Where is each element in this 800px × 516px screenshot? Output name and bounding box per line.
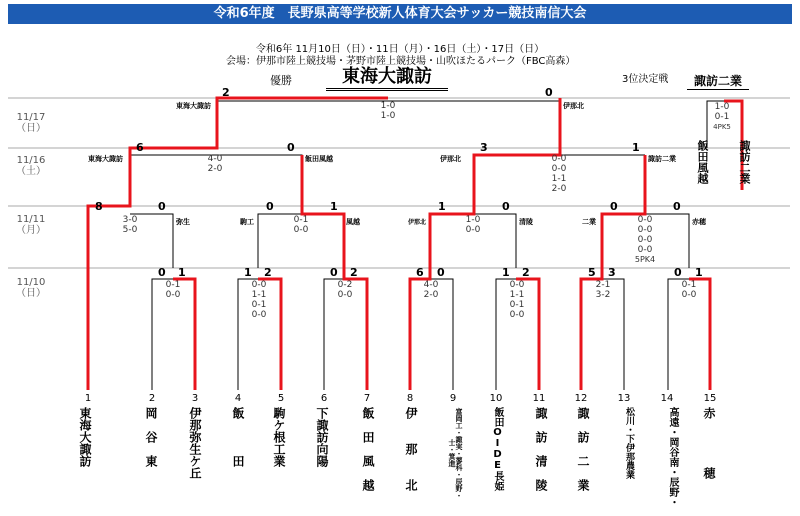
- team-name-15: 赤 穂: [702, 407, 716, 479]
- sf2-left-team: 伊那北: [440, 155, 461, 163]
- final-right-team: 伊那北: [563, 102, 584, 110]
- r1a-score-right: 1: [178, 266, 186, 279]
- team-name-3: 伊那弥生ケ丘: [188, 407, 202, 479]
- team-name-13: 松川・下伊那農業: [624, 407, 634, 479]
- team-name-12: 諏 訪 二 業: [576, 407, 590, 491]
- r1d-score-detail: 4-0 2-0: [423, 280, 439, 300]
- r1g-score-right: 1: [695, 266, 703, 279]
- qf1-score-right: 0: [158, 200, 166, 213]
- final-left-team: 東海大諏訪: [176, 102, 211, 110]
- team-name-5: 駒ケ根工業: [272, 407, 286, 467]
- team-name-7: 飯 田 風 越: [361, 407, 375, 491]
- qf3-left-team: 伊那北: [408, 219, 427, 226]
- team-number-15: 15: [703, 393, 717, 404]
- sf2-score-detail: 0-0 0-0 1-1 2-0: [551, 154, 567, 194]
- qf2-score-right: 1: [330, 200, 338, 213]
- r1c-score-detail: 0-2 0-0: [337, 280, 353, 300]
- final-score-left: 2: [222, 86, 230, 99]
- team-number-6: 6: [320, 393, 328, 404]
- qf1-score-detail: 3-0 5-0: [122, 215, 138, 235]
- team-name-10: 飯田OIDE長姫: [492, 407, 503, 491]
- r1a-score-left: 0: [158, 266, 166, 279]
- sf2-right-team: 諏訪二業: [648, 155, 676, 163]
- venue-info: 会場：伊那市陸上競技場・茅野市陸上競技場・山吹ほたるパーク（FBC高森）: [226, 56, 576, 67]
- r1f-score-right: 3: [608, 266, 616, 279]
- sf1-score-right: 0: [287, 141, 295, 154]
- qf2-score-detail: 0-1 0-0: [293, 215, 309, 235]
- sf1-score-detail: 4-0 2-0: [207, 154, 223, 174]
- sf1-score-left: 6: [136, 141, 144, 154]
- r1b-score-left: 1: [244, 266, 252, 279]
- champion-name: 東海大諏訪: [326, 66, 448, 91]
- page-title: 令和6年度 長野県高等学校新人体育大会サッカー競技南信大会: [8, 4, 792, 24]
- qf3-score-right: 0: [502, 200, 510, 213]
- qf2-right-team: 風越: [346, 218, 360, 226]
- third-left-team: 飯田風越: [696, 140, 709, 184]
- team-number-11: 11: [532, 393, 546, 404]
- team-name-14: 高遠・岡谷南・辰野・: [667, 407, 678, 507]
- r1b-score-detail: 0-0 1-1 0-1 0-0: [251, 280, 267, 320]
- team-number-4: 4: [234, 393, 242, 404]
- sf2-score-right: 1: [632, 141, 640, 154]
- team-name-6: 下諏訪向陽: [315, 407, 329, 467]
- team-number-3: 3: [191, 393, 199, 404]
- qf2-score-left: 0: [266, 200, 274, 213]
- event-dates: 令和6年 11月10日（日）・11日（月）・16日（土）・17日（日）: [255, 44, 545, 55]
- r1e-score-left: 1: [502, 266, 510, 279]
- team-number-8: 8: [406, 393, 414, 404]
- team-name-2: 岡 谷 東: [144, 407, 158, 467]
- team-number-10: 10: [489, 393, 503, 404]
- r1g-score-left: 0: [674, 266, 682, 279]
- team-name-8: 伊 那 北: [404, 407, 418, 491]
- sf1-right-team: 飯田風越: [305, 155, 333, 163]
- r1d-score-right: 0: [437, 266, 445, 279]
- team-name-9: 富岡工・諏実・蓼科・辰野・士・箕進: [448, 407, 463, 499]
- qf4-score-detail: 0-0 0-0 0-0 0-0 5PK4: [634, 215, 656, 264]
- team-name-11: 諏 訪 清 陵: [534, 407, 548, 491]
- sf1-left-team: 東海大諏訪: [88, 155, 123, 163]
- qf1-score-left: 8: [95, 200, 103, 213]
- qf2-left-team: 駒工: [240, 218, 254, 226]
- round-date-semifinal: 11/16 （土）: [16, 155, 46, 177]
- r1c-score-right: 2: [350, 266, 358, 279]
- champion-label: 優勝: [270, 74, 292, 87]
- team-number-1: 1: [84, 393, 92, 404]
- r1a-score-detail: 0-1 0-0: [165, 280, 181, 300]
- qf3-score-detail: 1-0 0-0: [465, 215, 481, 235]
- third-right-team: 諏訪二業: [738, 140, 751, 184]
- third-score-detail: 1-0 0-1 4PK5: [713, 102, 731, 131]
- r1e-score-right: 2: [522, 266, 530, 279]
- r1c-score-left: 0: [330, 266, 338, 279]
- r1f-score-detail: 2-1 3-2: [595, 280, 611, 300]
- qf1-right-team: 弥生: [176, 218, 190, 226]
- round-date-first-round: 11/10 （日）: [16, 277, 46, 299]
- qf4-score-left: 0: [610, 200, 618, 213]
- qf3-score-left: 1: [438, 200, 446, 213]
- team-name-1: 東海大諏訪: [78, 407, 92, 467]
- r1b-score-right: 2: [264, 266, 272, 279]
- team-number-9: 9: [449, 393, 457, 404]
- r1e-score-detail: 0-0 1-1 0-1 0-0: [509, 280, 525, 320]
- team-number-13: 13: [617, 393, 631, 404]
- team-number-12: 12: [574, 393, 588, 404]
- r1g-score-detail: 0-1 0-0: [681, 280, 697, 300]
- team-number-7: 7: [363, 393, 371, 404]
- qf4-left-team: 二業: [582, 218, 596, 226]
- qf4-right-team: 赤穂: [692, 218, 706, 226]
- round-date-quarterfinal: 11/11 （月）: [16, 214, 46, 236]
- r1d-score-left: 6: [416, 266, 424, 279]
- team-name-4: 飯 田: [231, 407, 245, 467]
- team-number-14: 14: [660, 393, 674, 404]
- qf3-right-team: 清陵: [519, 218, 533, 226]
- team-number-5: 5: [277, 393, 285, 404]
- sf2-score-left: 3: [480, 141, 488, 154]
- round-date-final: 11/17 （日）: [16, 112, 46, 134]
- qf4-score-right: 0: [673, 200, 681, 213]
- r1f-score-left: 5: [588, 266, 596, 279]
- third-place-name: 諏訪二業: [687, 73, 749, 90]
- final-score-detail: 1-0 1-0: [380, 101, 396, 121]
- third-place-label: 3位決定戦: [622, 74, 669, 85]
- team-number-2: 2: [148, 393, 156, 404]
- final-score-right: 0: [545, 86, 553, 99]
